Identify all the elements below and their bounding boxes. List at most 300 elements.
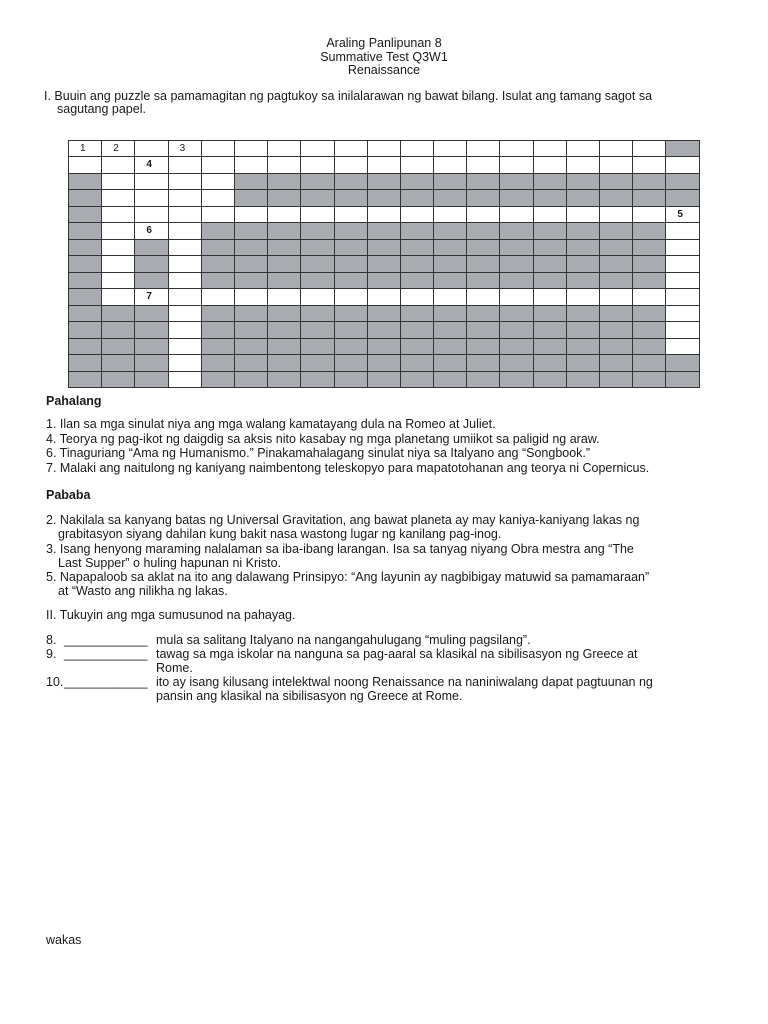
grid-cell [600, 174, 633, 190]
grid-cell [135, 306, 168, 322]
grid-cell [69, 322, 102, 338]
part1-instruction-line2: sagutang papel. [57, 102, 146, 116]
grid-cell [401, 289, 434, 305]
grid-cell [135, 339, 168, 355]
grid-cell [202, 372, 235, 388]
grid-cell [135, 190, 168, 206]
grid-cell-number: 1 [80, 143, 86, 154]
grid-cell [467, 190, 500, 206]
grid-cell [69, 273, 102, 289]
grid-cell [69, 339, 102, 355]
grid-cell [401, 306, 434, 322]
grid-cell [633, 174, 666, 190]
item-9-text-line2: Rome. [156, 661, 193, 675]
grid-cell [500, 240, 533, 256]
grid-cell [102, 157, 135, 173]
grid-cell [534, 339, 567, 355]
grid-cell [102, 322, 135, 338]
grid-cell [434, 190, 467, 206]
grid-cell [666, 339, 699, 355]
grid-cell [301, 223, 334, 239]
pababa-heading: Pababa [46, 488, 91, 502]
pahalang-clue-1: 1. Ilan sa mga sinulat niya ang mga walang kamatayang dula na Romeo at Juliet. [46, 417, 496, 431]
grid-cell [633, 240, 666, 256]
grid-cell-number: 6 [146, 225, 152, 237]
grid-cell [434, 306, 467, 322]
grid-cell [268, 174, 301, 190]
grid-cell [301, 157, 334, 173]
grid-cell [102, 223, 135, 239]
grid-cell [534, 190, 567, 206]
grid-cell [434, 207, 467, 223]
grid-cell [567, 207, 600, 223]
pababa-clue-5 [46, 570, 736, 598]
grid-cell [69, 372, 102, 388]
grid-cell [69, 190, 102, 206]
grid-cell-number: 5 [677, 208, 683, 220]
grid-cell [534, 174, 567, 190]
grid-cell [202, 355, 235, 371]
grid-cell [567, 372, 600, 388]
grid-cell [666, 273, 699, 289]
grid-cell [268, 157, 301, 173]
grid-cell [135, 289, 168, 305]
grid-cell [335, 174, 368, 190]
grid-cell [235, 289, 268, 305]
grid-cell-number: 7 [146, 291, 152, 303]
grid-cell [434, 372, 467, 388]
grid-cell [401, 322, 434, 338]
grid-cell [135, 240, 168, 256]
grid-cell [268, 207, 301, 223]
grid-cell [368, 174, 401, 190]
grid-cell [202, 339, 235, 355]
grid-cell [135, 355, 168, 371]
grid-cell [467, 240, 500, 256]
grid-cell [666, 207, 699, 223]
grid-cell [235, 256, 268, 272]
grid-cell [368, 273, 401, 289]
item-10-text-line2: pansin ang klasikal na sibilisasyon ng Greece at Rome. [156, 689, 463, 703]
grid-cell [500, 339, 533, 355]
grid-cell [301, 256, 334, 272]
grid-cell [434, 355, 467, 371]
grid-cell [335, 322, 368, 338]
grid-cell [235, 157, 268, 173]
grid-cell [301, 322, 334, 338]
grid-cell [169, 190, 202, 206]
grid-cell [69, 207, 102, 223]
grid-cell [467, 256, 500, 272]
grid-cell [567, 289, 600, 305]
grid-cell [401, 273, 434, 289]
grid-cell [169, 223, 202, 239]
grid-cell [169, 256, 202, 272]
grid-cell [567, 157, 600, 173]
grid-cell [401, 372, 434, 388]
grid-cell [666, 141, 699, 157]
doc-test-title: Summative Test Q3W1 [320, 50, 448, 64]
grid-cell [467, 174, 500, 190]
grid-cell [500, 141, 533, 157]
grid-cell [202, 141, 235, 157]
grid-cell [268, 355, 301, 371]
grid-cell [633, 157, 666, 173]
grid-cell [301, 190, 334, 206]
grid-cell [600, 306, 633, 322]
grid-cell [567, 223, 600, 239]
grid-cell-number: 2 [113, 143, 119, 154]
grid-cell [235, 372, 268, 388]
grid-cell [268, 190, 301, 206]
grid-cell [500, 223, 533, 239]
grid-cell [666, 355, 699, 371]
end-text: wakas [46, 933, 82, 947]
crossword-grid [68, 140, 700, 388]
grid-cell [169, 240, 202, 256]
pahalang-clue-7: 7. Malaki ang naitulong ng kaniyang naimbentong teleskopyo para mapatotohanan ang teorya ni Copernicus. [46, 461, 650, 475]
grid-cell [301, 306, 334, 322]
grid-cell [567, 322, 600, 338]
grid-cell [169, 339, 202, 355]
grid-cell [268, 322, 301, 338]
grid-cell [600, 355, 633, 371]
grid-cell [335, 273, 368, 289]
pababa-clue-5-line1: 5. Napapaloob sa aklat na ito ang dalawang Prinsipyo: “Ang layunin ay nagbibigay matuwid sa pamamaraan” [46, 570, 650, 584]
item-8-text: mula sa salitang Italyano na nangangahulugang “muling pagsilang”. [156, 633, 531, 647]
grid-cell [135, 256, 168, 272]
grid-cell [368, 190, 401, 206]
grid-cell [335, 157, 368, 173]
grid-cell [335, 256, 368, 272]
grid-cell [567, 339, 600, 355]
grid-cell [500, 207, 533, 223]
grid-cell [600, 339, 633, 355]
grid-cell [500, 157, 533, 173]
grid-cell [268, 372, 301, 388]
pababa-clue-5-line2: at “Wasto ang nilikha ng lakas. [58, 584, 228, 598]
grid-cell [202, 322, 235, 338]
grid-cell [202, 306, 235, 322]
grid-cell [467, 141, 500, 157]
grid-cell [368, 289, 401, 305]
grid-cell [633, 190, 666, 206]
grid-cell [401, 240, 434, 256]
grid-cell [401, 141, 434, 157]
grid-cell [368, 157, 401, 173]
grid-cell [135, 223, 168, 239]
grid-cell [169, 306, 202, 322]
pahalang-clue-4: 4. Teorya ng pag-ikot ng daigdig sa aksis nito kasabay ng mga planetang umiikot sa paligid ng araw. [46, 432, 600, 446]
grid-cell [301, 174, 334, 190]
grid-cell [102, 141, 135, 157]
grid-cell [235, 141, 268, 157]
grid-cell [202, 256, 235, 272]
grid-cell [102, 174, 135, 190]
grid-cell [268, 339, 301, 355]
grid-cell [102, 372, 135, 388]
grid-cell [202, 223, 235, 239]
grid-cell [268, 306, 301, 322]
part2-instruction: II. Tukuyin ang mga sumusunod na pahayag. [46, 608, 296, 622]
grid-cell [401, 339, 434, 355]
grid-cell [268, 141, 301, 157]
item-8-blank: ____________ [64, 633, 148, 647]
grid-cell [534, 141, 567, 157]
grid-cell [534, 240, 567, 256]
grid-cell [235, 322, 268, 338]
grid-cell [235, 273, 268, 289]
grid-cell [567, 273, 600, 289]
grid-cell [467, 339, 500, 355]
grid-cell [235, 223, 268, 239]
grid-cell [169, 355, 202, 371]
grid-cell [500, 355, 533, 371]
grid-cell [666, 190, 699, 206]
grid-cell [600, 240, 633, 256]
grid-cell [567, 256, 600, 272]
grid-cell [102, 306, 135, 322]
grid-cell [633, 256, 666, 272]
doc-topic: Renaissance [347, 63, 421, 77]
grid-cell [69, 174, 102, 190]
grid-cell [434, 339, 467, 355]
grid-cell [666, 289, 699, 305]
grid-cell [500, 256, 533, 272]
grid-cell [135, 372, 168, 388]
grid-cell [102, 256, 135, 272]
doc-subject: Araling Panlipunan 8 [326, 36, 442, 50]
grid-cell [434, 240, 467, 256]
grid-cell [301, 273, 334, 289]
grid-cell [135, 157, 168, 173]
grid-cell [169, 141, 202, 157]
grid-cell [301, 372, 334, 388]
grid-cell [235, 207, 268, 223]
grid-cell [301, 289, 334, 305]
pababa-clue-3-line2: Last Supper” o huling hapunan ni Kristo. [58, 556, 282, 570]
item-10-text-line1: ito ay isang kilusang intelektwal noong Renaissance na naniniwalang dapat pagtuunan ng [156, 675, 653, 689]
grid-cell [401, 256, 434, 272]
grid-cell [666, 174, 699, 190]
grid-cell [169, 372, 202, 388]
grid-cell [102, 207, 135, 223]
grid-cell [335, 339, 368, 355]
grid-cell [534, 322, 567, 338]
pababa-clue-3 [46, 542, 736, 570]
grid-cell [368, 141, 401, 157]
grid-cell [301, 355, 334, 371]
grid-cell [467, 207, 500, 223]
grid-cell [467, 273, 500, 289]
grid-cell [467, 306, 500, 322]
grid-cell [666, 372, 699, 388]
grid-cell [368, 240, 401, 256]
grid-cell [600, 157, 633, 173]
grid-cell [202, 174, 235, 190]
grid-cell [301, 339, 334, 355]
grid-cell [434, 256, 467, 272]
grid-cell [600, 207, 633, 223]
grid-cell [368, 306, 401, 322]
grid-cell [467, 322, 500, 338]
grid-cell [401, 174, 434, 190]
grid-cell [567, 190, 600, 206]
item-10-blank: ____________ [64, 675, 148, 689]
grid-cell [534, 273, 567, 289]
item-9-text-line1: tawag sa mga iskolar na nanguna sa pag-aaral sa klasikal na sibilisasyon ng Greece at [156, 647, 638, 661]
grid-cell [169, 174, 202, 190]
grid-cell [534, 355, 567, 371]
grid-cell [169, 322, 202, 338]
grid-cell [500, 190, 533, 206]
grid-cell [335, 223, 368, 239]
grid-cell [567, 174, 600, 190]
grid-cell [633, 355, 666, 371]
grid-cell [434, 141, 467, 157]
grid-cell [69, 141, 102, 157]
grid-cell [600, 372, 633, 388]
grid-cell [534, 306, 567, 322]
grid-cell [666, 256, 699, 272]
grid-cell [500, 273, 533, 289]
grid-cell [534, 372, 567, 388]
grid-cell [102, 339, 135, 355]
grid-cell [135, 174, 168, 190]
grid-cell [102, 289, 135, 305]
grid-cell [69, 223, 102, 239]
grid-cell [368, 256, 401, 272]
grid-cell [633, 339, 666, 355]
grid-cell [169, 273, 202, 289]
grid-cell [169, 157, 202, 173]
grid-cell [169, 207, 202, 223]
grid-cell [600, 141, 633, 157]
grid-cell [202, 240, 235, 256]
grid-cell [467, 223, 500, 239]
grid-cell [633, 273, 666, 289]
pababa-clue-2-line1: 2. Nakilala sa kanyang batas ng Universal Gravitation, ang bawat planeta ay may kaniya-kaniyang lakas ng [46, 513, 640, 527]
pababa-clue-2 [46, 513, 736, 541]
grid-cell [401, 157, 434, 173]
grid-cell [567, 240, 600, 256]
grid-cell [235, 174, 268, 190]
grid-cell [434, 157, 467, 173]
grid-cell [102, 190, 135, 206]
grid-cell-number: 4 [146, 159, 152, 171]
grid-cell [202, 289, 235, 305]
item-8-number: 8. [46, 633, 57, 647]
grid-cell [135, 141, 168, 157]
grid-cell [335, 306, 368, 322]
grid-cell [500, 306, 533, 322]
grid-cell [666, 223, 699, 239]
grid-cell [500, 322, 533, 338]
pahalang-clue-6: 6. Tinaguriang “Ama ng Humanismo.” Pinakamahalagang sinulat niya sa Italyano ang “Songbook.” [46, 446, 591, 460]
grid-cell [335, 141, 368, 157]
grid-cell [633, 306, 666, 322]
part1-instruction-line1: I. Buuin ang puzzle sa pamamagitan ng pagtukoy sa inilalarawan ng bawat bilang. Isulat ang tamang sagot sa [44, 89, 653, 103]
grid-cell [467, 355, 500, 371]
grid-cell [368, 322, 401, 338]
grid-cell [600, 256, 633, 272]
grid-cell [69, 289, 102, 305]
pahalang-heading: Pahalang [46, 394, 102, 408]
grid-cell [600, 289, 633, 305]
grid-cell [335, 240, 368, 256]
grid-cell [633, 289, 666, 305]
grid-cell [434, 322, 467, 338]
grid-cell [567, 306, 600, 322]
grid-cell [534, 223, 567, 239]
grid-cell [600, 223, 633, 239]
grid-cell [633, 223, 666, 239]
grid-cell [534, 207, 567, 223]
grid-cell [135, 322, 168, 338]
grid-cell [534, 256, 567, 272]
grid-cell [169, 289, 202, 305]
grid-cell [500, 289, 533, 305]
grid-cell [600, 322, 633, 338]
grid-cell [633, 207, 666, 223]
grid-cell [368, 207, 401, 223]
grid-cell [534, 157, 567, 173]
grid-cell [534, 289, 567, 305]
grid-cell [102, 273, 135, 289]
grid-cell [268, 273, 301, 289]
item-9-number: 9. [46, 647, 57, 661]
grid-cell [268, 223, 301, 239]
grid-cell [235, 355, 268, 371]
grid-cell [102, 355, 135, 371]
grid-cell [69, 306, 102, 322]
grid-cell [135, 207, 168, 223]
grid-cell [567, 141, 600, 157]
grid-cell [235, 306, 268, 322]
part2-item-10 [46, 675, 736, 703]
grid-cell [335, 190, 368, 206]
grid-cell [268, 289, 301, 305]
grid-cell [500, 372, 533, 388]
grid-cell [301, 141, 334, 157]
grid-cell [301, 207, 334, 223]
grid-cell [301, 240, 334, 256]
grid-cell [335, 355, 368, 371]
grid-cell [600, 273, 633, 289]
grid-cell [335, 372, 368, 388]
grid-cell [368, 355, 401, 371]
grid-cell [202, 190, 235, 206]
grid-cell [69, 355, 102, 371]
grid-cell [633, 141, 666, 157]
pababa-clue-2-line2: grabitasyon siyang dahilan kung bakit nasa wastong lugar ng kanilang pag-inog. [58, 527, 502, 541]
grid-cell [666, 322, 699, 338]
grid-cell [202, 207, 235, 223]
grid-cell [401, 190, 434, 206]
grid-cell [467, 372, 500, 388]
grid-cell [401, 355, 434, 371]
grid-cell [434, 223, 467, 239]
grid-cell [401, 207, 434, 223]
item-10-number: 10. [46, 675, 64, 689]
grid-cell [268, 240, 301, 256]
grid-cell [401, 223, 434, 239]
grid-cell-number: 3 [179, 143, 186, 154]
grid-cell [368, 372, 401, 388]
grid-cell [335, 289, 368, 305]
grid-cell [500, 174, 533, 190]
grid-cell [434, 289, 467, 305]
